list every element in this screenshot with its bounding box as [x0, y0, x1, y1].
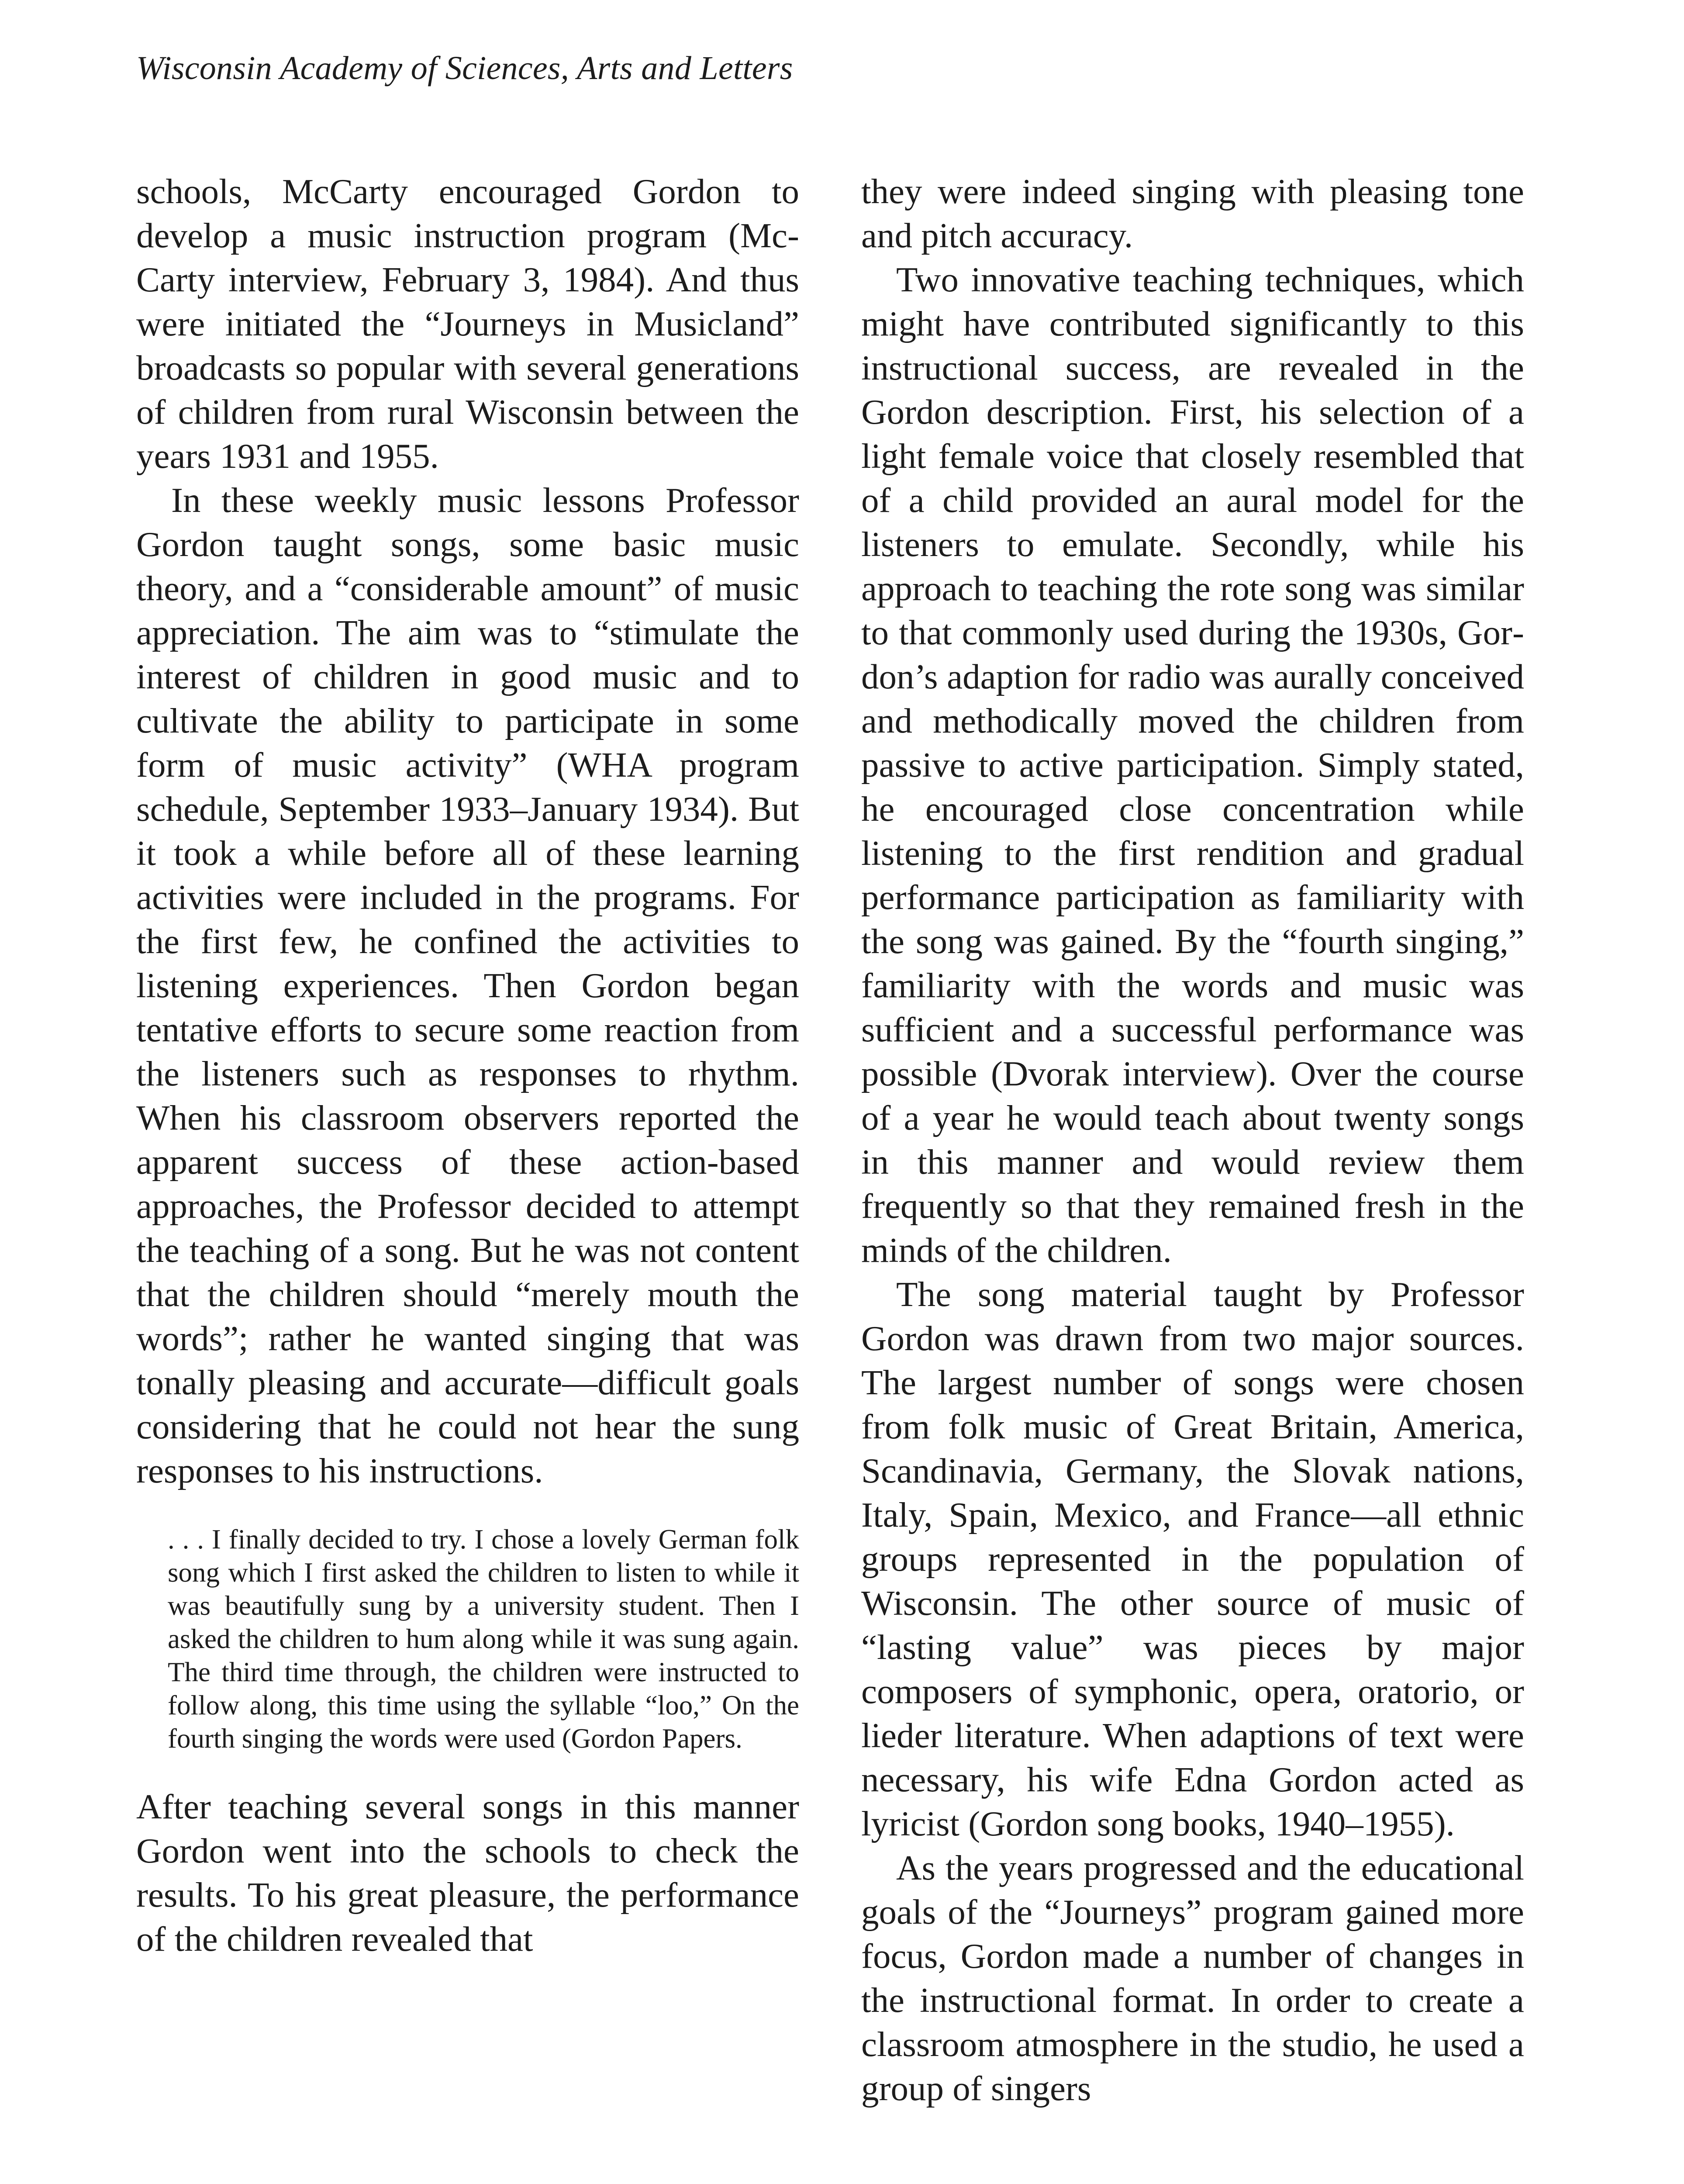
block-quotation: . . . I finally decided to try. I chose a lovely German folk song which I first asked the children to listen to while it was beautifully sung by a university student. Then I asked the children to hum along while it was sung again. The third time through, the children were instructed to follow along, this time using the syllable “loo,” On the fourth singing the words were used (Gordon Papers.: [168, 1524, 799, 1754]
left-paragraph-1: schools, McCarty encouraged Gordon to develop a music instruction program (McCarty interview, February 3, 1984). And thus were initiated the “Journeys in Musicland” broadcasts so popular with several generations of children from rural Wisconsin between the years 1931 and 1955.: [136, 172, 799, 476]
left-paragraph-3: After teaching several songs in this manner Gordon went into the schools to check the results. To his great pleasure, the performance of the children revealed that: [136, 1787, 799, 1959]
right-column: [861, 169, 1524, 2111]
running-head: Wisconsin Academy of Sciences, Arts and Letters: [136, 50, 793, 86]
right-paragraph-3: The song material taught by Professor Gordon was drawn from two major sources. The largest number of songs were chosen from folk music of Great Britain, America, Scandinavia, Germany, the Slovak nations, Italy, Spain, Mexico, and France—all ethnic groups represented in the population of Wisconsin. The other source of music of “lasting value” was pieces by major composers of symphonic, opera, oratorio, or lieder literature. When adaptions of text were necessary, his wife Edna Gordon acted as lyricist (Gordon song books, 1940–1955).: [861, 1275, 1524, 1843]
right-paragraph-1: they were indeed singing with pleasing tone and pitch accuracy.: [861, 172, 1524, 255]
left-paragraph-2: In these weekly music lessons Professor Gordon taught songs, some basic music theory, and a “considerable amount” of music appreciation. The aim was to “stimulate the interest of children in good music and to cultivate the ability to participate in some form of music activity” (WHA program schedule, September 1933–January 1934). But it took a while before all of these learning activities were included in the programs. For the first few, he confined the activities to listening experiences. Then Gordon began tentative efforts to secure some reaction from the listeners such as responses to rhythm. When his classroom observers reported the apparent success of these action-based approaches, the Professor decided to attempt the teaching of a song. But he was not content that the children should “merely mouth the words”; rather he wanted singing that was tonally pleasing and accurate—difficult goals considering that he could not hear the sung responses to his instructions.: [136, 480, 799, 1490]
right-paragraph-4: As the years progressed and the educational goals of the “Journeys” program gained more focus, Gordon made a number of changes in the instructional format. In order to create a classroom atmosphere in the studio, he used a group of singers: [861, 1848, 1524, 2108]
left-column: [136, 169, 799, 1961]
right-paragraph-2: Two innovative teaching techniques, which might have contributed significantly to this instructional success, are revealed in the Gordon description. First, his selection of a light female voice that closely resembled that of a child provided an aural model for the listeners to emulate. Secondly, while his approach to teaching the rote song was similar to that commonly used during the 1930s, Gordon’s adaption for radio was aurally conceived and methodically moved the children from passive to active participation. Simply stated, he encouraged close concentration while listening to the first rendition and gradual performance participation as familiarity with the song was gained. By the “fourth singing,” familiarity with the words and music was sufficient and a successful performance was possible (Dvorak interview). Over the course of a year he would teach about twenty songs in this manner and would review them frequently so that they remained fresh in the minds of the children.: [861, 260, 1524, 1270]
